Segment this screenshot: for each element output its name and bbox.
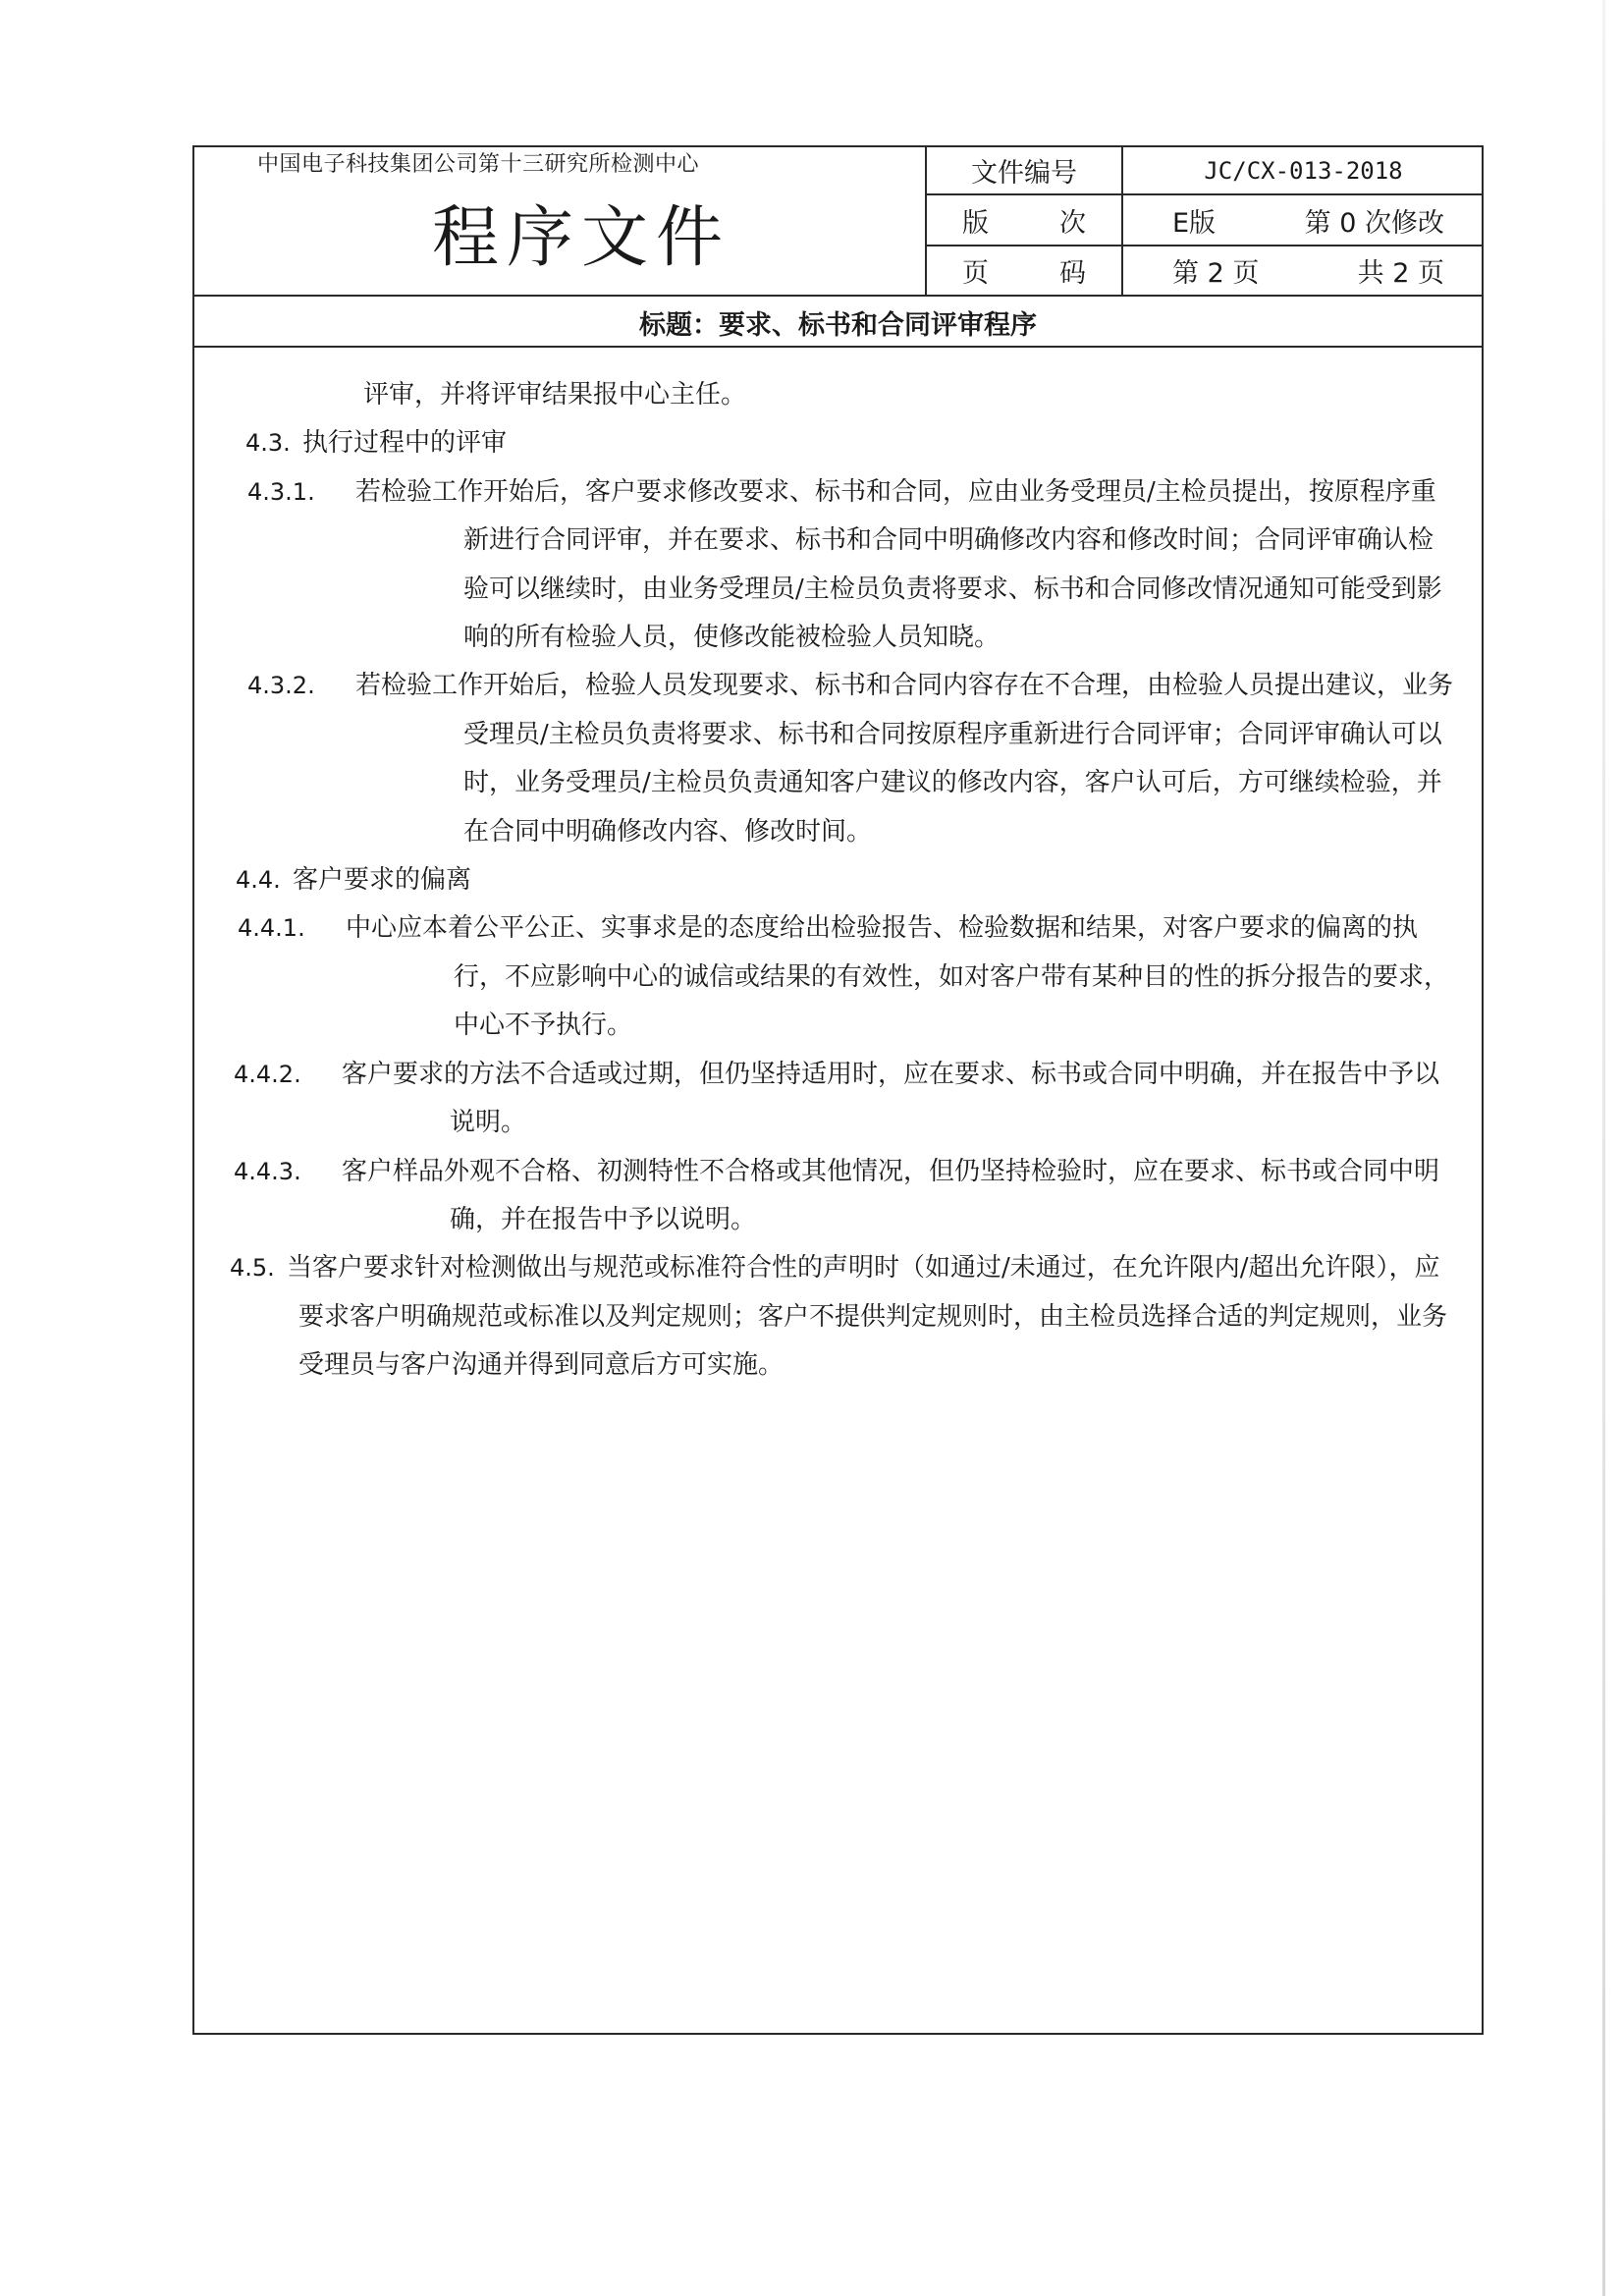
document-title: 标题：要求、标书和合同评审程序 [639, 309, 1037, 341]
document-body [226, 371, 1455, 1391]
section-4-3-2: 4.3.2. 若检验工作开始后，检验人员发现要求、标书和合同内容存在不合理，由检验人员提出建议，业务受理员/主检员负责将要求、标书和合同按原程序重新进行合同评审；合同评审确认可以时，业务受理员/主检员负责通知客户建议的修改内容，客户认可后，方可继续检验，并在合同中明确修改内容、修改时间。 [247, 671, 1454, 847]
section-4-5: 4.5. 当客户要求针对检测做出与规范或标准符合性的声明时（如通过/未通过，在允许限内/超出允许限），应要求客户明确规范或标准以及判定规则；客户不提供判定规则时，由主检员选择合适的判定规则，业务受理员与客户沟通并得到同意后方可实施。 [230, 1253, 1448, 1381]
field-label-version: 版 次 [962, 207, 1086, 239]
field-label-page: 页 码 [962, 258, 1086, 289]
section-4-4-heading: 4.4. 客户要求的偏离 [236, 865, 472, 896]
continuation-paragraph: 评审，并将评审结果报中心主任。 [363, 380, 747, 410]
scan-edge-shadow [1602, 0, 1605, 2296]
section-4-3-heading: 4.3. 执行过程中的评审 [245, 428, 508, 459]
section-4-4-2: 4.4.2. 客户要求的方法不合适或过期，但仍坚持适用时，应在要求、标书或合同中明确，并在报告中予以说明。 [234, 1059, 1440, 1138]
field-value-doc-number: JC/CX-013-2018 [1204, 156, 1403, 185]
section-4-4-1: 4.4.1. 中心应本着公平公正、实事求是的态度给出检验报告、检验数据和结果，对客户要求的偏离的执行，不应影响中心的诚信或结果的有效性，如对客户带有某种目的性的拆分报告的要求，中心不予执行。 [238, 913, 1450, 1041]
field-label-doc-number: 文件编号 [971, 158, 1077, 189]
field-value-version: E版 第 0 次修改 [1172, 207, 1444, 239]
field-value-page: 第 2 页 共 2 页 [1172, 258, 1444, 289]
document-type-title: 程序文件 [432, 199, 731, 277]
organization-name: 中国电子科技集团公司第十三研究所检测中心 [257, 152, 700, 177]
section-4-4-3: 4.4.3. 客户样品外观不合格、初测特性不合格或其他情况，但仍坚持检验时，应在要求、标书或合同中明确，并在报告中予以说明。 [234, 1156, 1440, 1234]
section-4-3-1: 4.3.1. 若检验工作开始后，客户要求修改要求、标书和合同，应由业务受理员/主检员提出，按原程序重新进行合同评审，并在要求、标书和合同中明确修改内容和修改时间；合同评审确认检验可以继续时，由业务受理员/主检员负责将要求、标书和合同修改情况通知可能受到影响的所有检验人员，使修改能被检验人员知晓。 [247, 476, 1442, 653]
